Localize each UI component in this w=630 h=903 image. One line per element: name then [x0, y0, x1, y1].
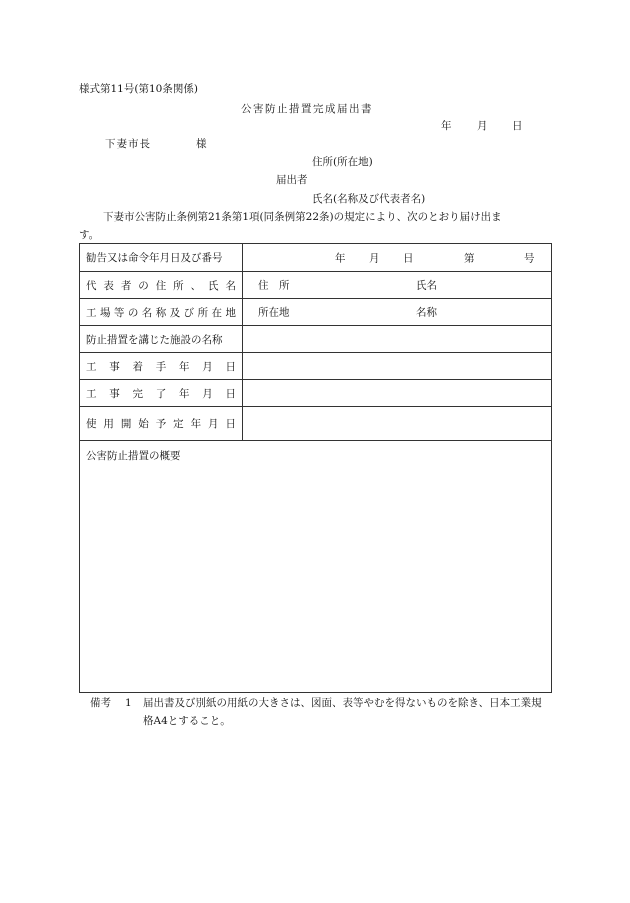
addressee: 下妻市長	[105, 138, 151, 150]
order-year: 年	[335, 252, 346, 264]
intro-text-line2: す。	[79, 229, 100, 241]
summary-field[interactable]	[80, 441, 552, 693]
construction-start-field[interactable]	[243, 353, 552, 380]
row-label: 代表者の住所、氏名	[80, 272, 243, 299]
table-row	[80, 326, 552, 353]
row-label: 工場等の名称及び所在地	[80, 299, 243, 326]
intro-text-line1: 下妻市公害防止条例第21条第1項(同条例第22条)の規定により、次のとおり届け出ま	[103, 211, 502, 223]
row-label: 工事完了年月日	[80, 380, 243, 407]
address-label: 住所(所在地)	[312, 156, 373, 168]
order-day: 日	[403, 252, 414, 264]
table-row	[80, 441, 552, 693]
representative-address-label: 住 所	[258, 279, 290, 292]
factory-field[interactable]	[243, 299, 552, 326]
name-label: 氏名(名称及び代表者名)	[312, 193, 426, 205]
representative-name-label: 氏名	[416, 279, 437, 292]
honorific: 様	[196, 138, 207, 150]
date-day: 日	[512, 120, 523, 132]
date-month: 月	[477, 120, 488, 132]
factory-location-label: 所在地	[258, 306, 290, 319]
row-label: 工事着手年月日	[80, 353, 243, 380]
use-start-field[interactable]	[243, 407, 552, 441]
row-label: 防止措置を講じた施設の名称	[80, 326, 243, 353]
table-row	[80, 244, 552, 272]
document-title: 公害防止措置完成届出書	[241, 103, 373, 115]
table-row	[80, 407, 552, 441]
form-table	[79, 243, 552, 693]
note-heading: 備考	[90, 697, 111, 709]
construction-end-field[interactable]	[243, 380, 552, 407]
row-label: 使用開始予定年月日	[80, 407, 243, 441]
table-row	[80, 353, 552, 380]
table-row	[80, 299, 552, 326]
order-month: 月	[369, 252, 380, 264]
note-text: 届出書及び別紙の用紙の大きさは、図面、表等やむを得ないものを除き、日本工業規格A4とすること。	[143, 697, 542, 727]
facility-name-field[interactable]	[243, 326, 552, 353]
order-dai: 第	[464, 252, 475, 264]
factory-name-label: 名称	[416, 306, 437, 319]
filer-label: 届出者	[276, 174, 308, 186]
summary-label: 公害防止措置の概要	[86, 450, 181, 462]
row-label: 勧告又は命令年月日及び番号	[80, 244, 243, 272]
table-row	[80, 272, 552, 299]
order-go: 号	[524, 252, 535, 264]
note-number: 1	[125, 697, 132, 709]
table-row	[80, 380, 552, 407]
form-number: 様式第11号(第10条関係)	[79, 83, 198, 95]
date-year: 年	[441, 120, 452, 132]
representative-field[interactable]	[243, 272, 552, 299]
order-date-number-field[interactable]	[243, 244, 552, 272]
